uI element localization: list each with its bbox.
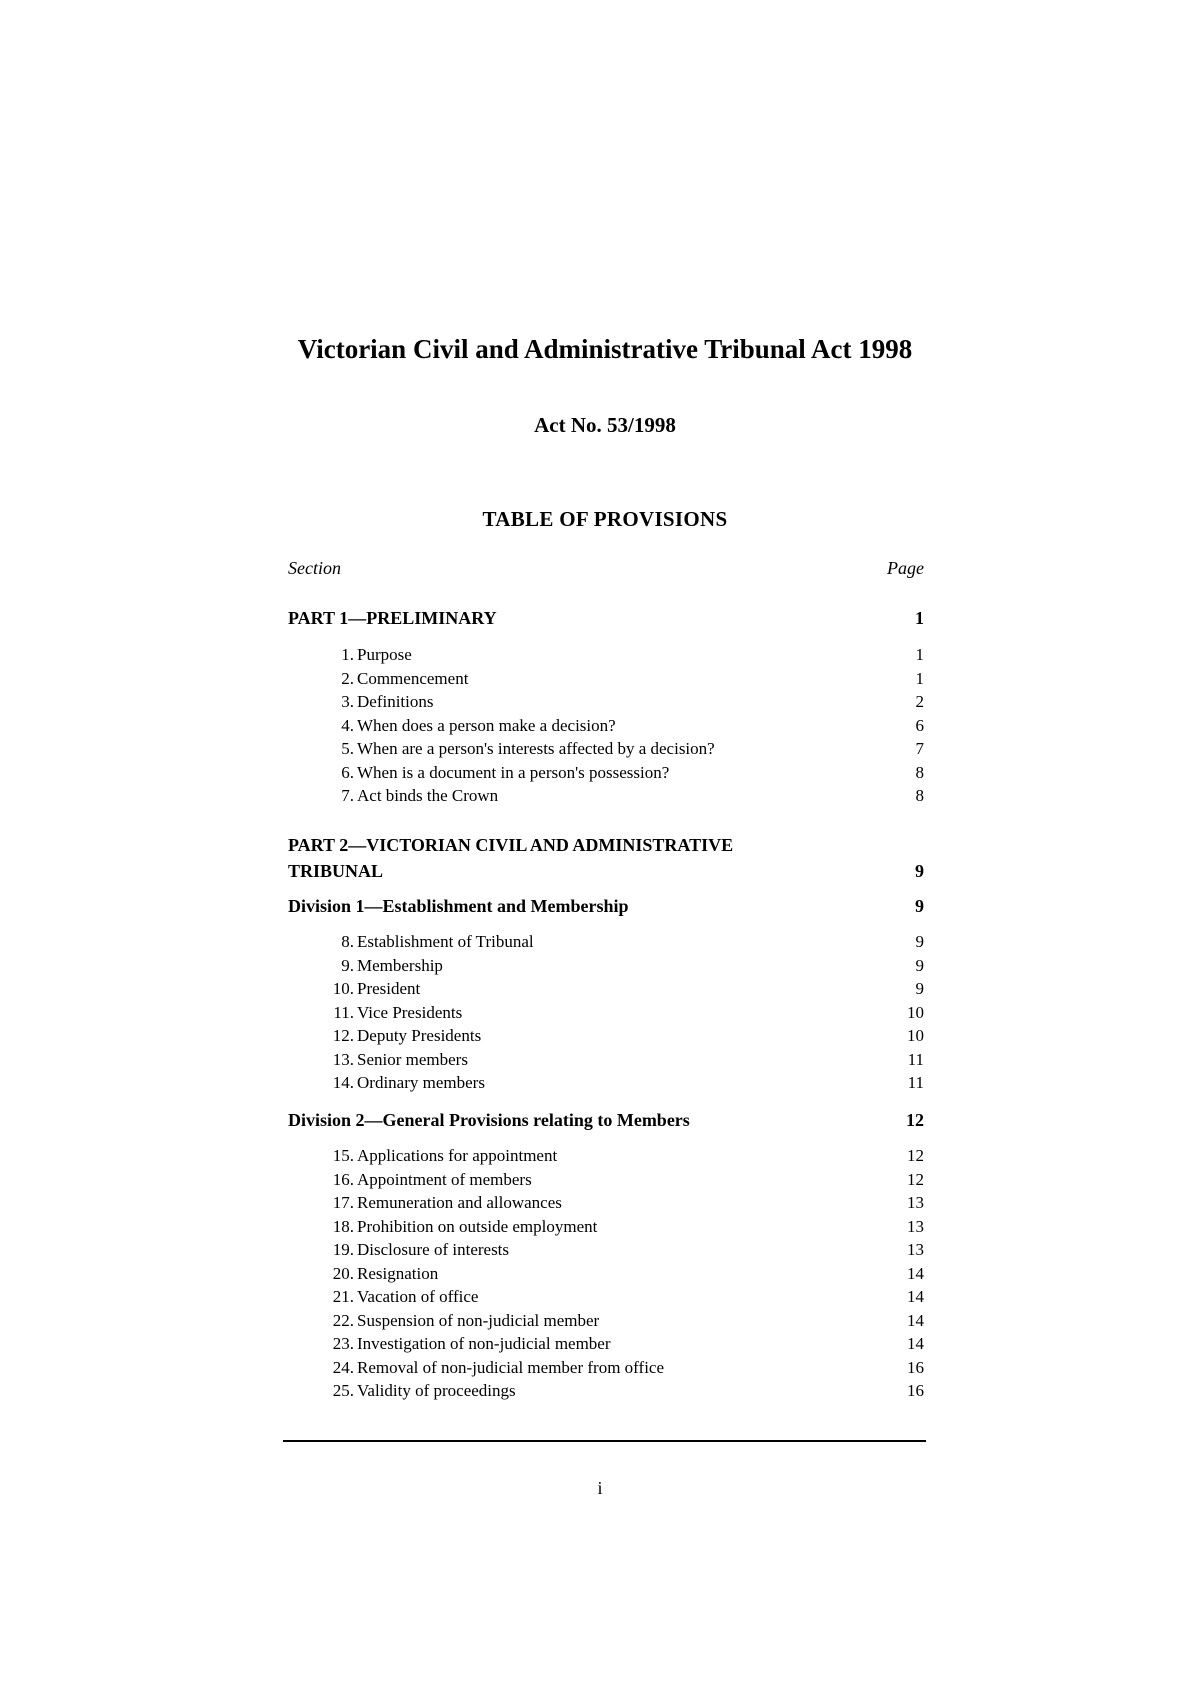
- toc-entry[interactable]: 5. When are a person's interests affected by a decision? 7: [341, 739, 924, 758]
- part-2-heading: [288, 832, 924, 884]
- division-2-heading: [288, 1107, 924, 1133]
- toc-entry[interactable]: 25. Validity of proceedings 16: [332, 1381, 924, 1400]
- toc-heading: TABLE OF PROVISIONS: [482, 507, 728, 531]
- part-title: PART 2—VICTORIAN CIVIL AND ADMINISTRATIVE TRIBUNAL: [288, 835, 734, 881]
- section-column-heading: Section: [288, 558, 341, 578]
- part-1-items: [288, 643, 924, 808]
- toc-entry[interactable]: 6. When is a document in a person's possession? 8: [341, 762, 924, 782]
- toc-entry[interactable]: 23. Investigation of non-judicial member 14: [332, 1334, 924, 1353]
- part-page: 9: [915, 861, 924, 881]
- footer-rule: [283, 1440, 926, 1442]
- toc-entry[interactable]: 12. Deputy Presidents 10: [332, 1026, 924, 1045]
- division-title: Division 1—Establishment and Membership: [288, 896, 629, 916]
- page-column-heading: Page: [887, 558, 924, 578]
- toc-entry[interactable]: 22. Suspension of non-judicial member 14: [332, 1310, 924, 1330]
- division-page: 9: [915, 896, 924, 916]
- toc-entry[interactable]: 1. Purpose 1: [341, 645, 924, 664]
- toc-entry[interactable]: 3. Definitions 2: [341, 692, 924, 711]
- toc-entry[interactable]: 18. Prohibition on outside employment 13: [332, 1216, 924, 1236]
- toc-entry[interactable]: 9. Membership 9: [341, 955, 924, 975]
- toc-entry[interactable]: 24. Removal of non-judicial member from office 16: [332, 1357, 924, 1377]
- column-headings: [288, 558, 924, 582]
- toc-entry[interactable]: 10. President 9: [332, 979, 924, 998]
- toc-entry[interactable]: 19. Disclosure of interests 13: [332, 1240, 924, 1259]
- division-2-items: [288, 1144, 924, 1403]
- toc-entry[interactable]: 15. Applications for appointment 12: [332, 1146, 924, 1165]
- toc-entry[interactable]: 11. Vice Presidents 10: [333, 1002, 924, 1022]
- division-1-heading: [288, 893, 924, 919]
- toc-entry[interactable]: 21. Vacation of office 14: [332, 1287, 924, 1306]
- toc-entry[interactable]: 4. When does a person make a decision? 6: [341, 715, 924, 735]
- act-number: Act No. 53/1998: [534, 413, 676, 437]
- part-1-heading: [288, 605, 924, 631]
- act-title: Victorian Civil and Administrative Tribunal Act 1998: [297, 334, 913, 364]
- division-1-items: [288, 930, 924, 1095]
- toc-entry[interactable]: 8. Establishment of Tribunal 9: [341, 932, 924, 951]
- toc-entry[interactable]: 14. Ordinary members 11: [332, 1073, 924, 1092]
- toc-entry[interactable]: 17. Remuneration and allowances 13: [332, 1193, 924, 1212]
- toc-entry[interactable]: 2. Commencement 1: [341, 668, 924, 688]
- division-title: Division 2—General Provisions relating to Members: [288, 1110, 690, 1130]
- toc-entry[interactable]: 7. Act binds the Crown 8: [341, 786, 924, 805]
- toc-entry[interactable]: 20. Resignation 14: [332, 1263, 924, 1283]
- toc-entry[interactable]: 13. Senior members 11: [332, 1049, 924, 1069]
- division-page: 12: [906, 1110, 924, 1130]
- page-number: i: [597, 1478, 603, 1498]
- part-page: 1: [915, 608, 924, 628]
- part-title: PART 1—PRELIMINARY: [288, 608, 497, 628]
- toc-entry[interactable]: 16. Appointment of members 12: [332, 1169, 924, 1189]
